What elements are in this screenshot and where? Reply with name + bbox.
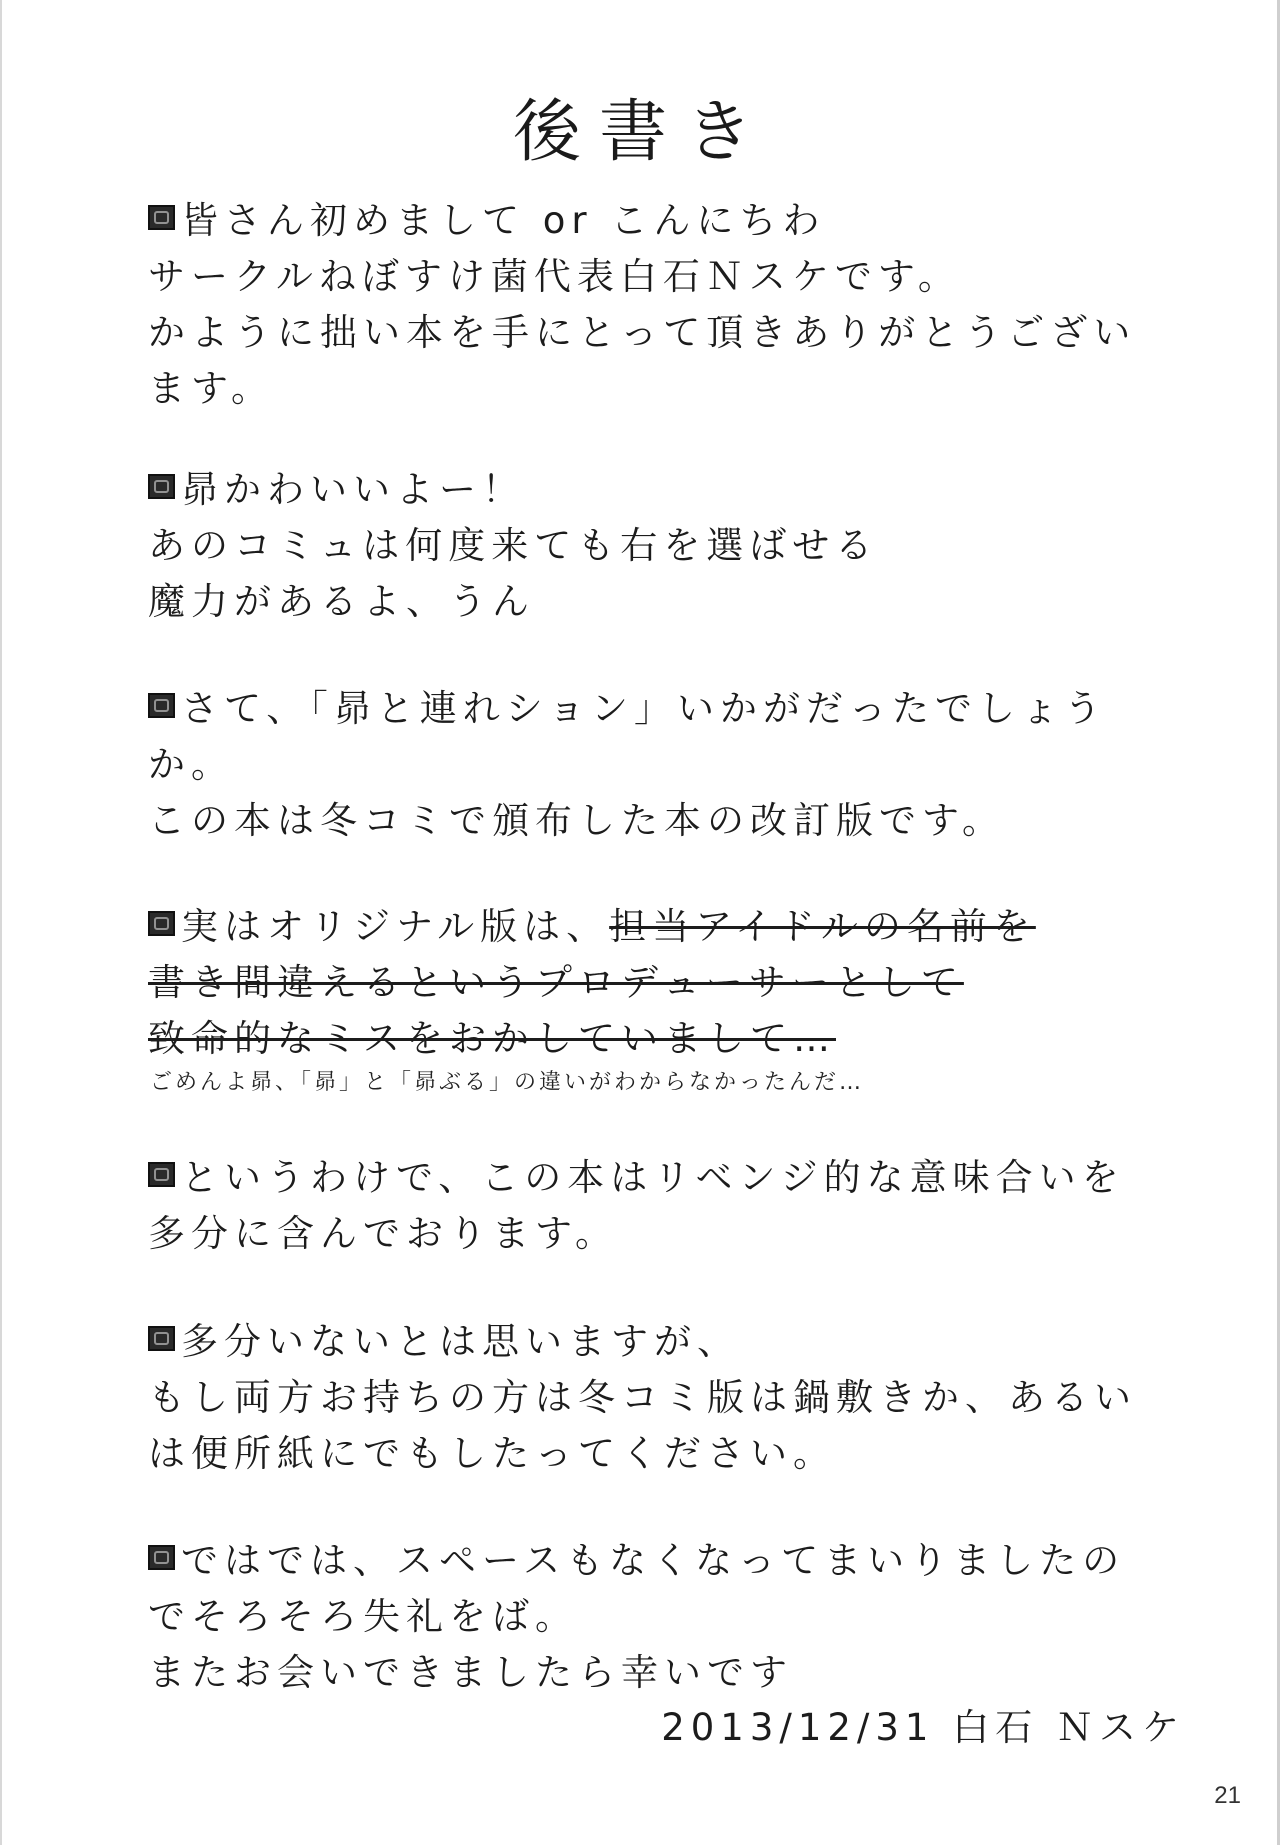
paragraph-line	[148, 1011, 1208, 1067]
paragraph-about-book	[148, 681, 1208, 849]
paragraph-line: ます。	[148, 367, 275, 410]
paragraph-line: は便所紙にでもしたってください。	[148, 1432, 836, 1475]
bullet-stamp-icon	[148, 911, 175, 936]
page-title: 後書き	[512, 93, 771, 172]
struck-text: 担当アイドルの名前を	[609, 905, 1036, 948]
paragraph-line	[148, 899, 1208, 955]
paragraph-subaru	[148, 462, 1208, 630]
bullet-stamp-icon	[148, 693, 175, 718]
paragraph-both-versions	[148, 1314, 1208, 1482]
paragraph-line	[148, 1533, 1208, 1589]
line-text: ではでは、スペースもなくなってまいりましたの	[181, 1539, 1126, 1582]
paragraph-line: かように拙い本を手にとって頂きありがとうござい	[148, 311, 1137, 354]
signature-date: 2013/12/31 白石 Ｎスケ	[661, 1706, 1185, 1749]
paragraph-line: またお会いできましたら幸いです	[148, 1651, 793, 1694]
bullet-stamp-icon	[148, 1162, 175, 1187]
paragraph-line	[148, 681, 1208, 737]
line-text: 昴かわいいよー！	[181, 468, 525, 511]
paragraph-line: もし両方お持ちの方は冬コミ版は鍋敷きか、あるい	[148, 1376, 1137, 1419]
line-text: 実はオリジナル版は、	[181, 905, 610, 948]
paragraph-line	[148, 955, 1208, 1011]
paragraph-line	[148, 1314, 1208, 1370]
paragraph-line: 多分に含んでおります。	[148, 1212, 619, 1255]
bullet-stamp-icon	[148, 1326, 175, 1351]
paragraph-line: でそろそろ失礼をば。	[148, 1595, 578, 1638]
line-text: 皆さん初めまして or こんにちわ	[181, 199, 826, 242]
paragraph-line: サークルねぼすけ菌代表白石Ｎスケです。	[148, 255, 961, 298]
paragraph-mistake	[148, 899, 1208, 1099]
paragraph-line: か。	[148, 743, 234, 786]
paragraph-line	[148, 193, 1208, 249]
paragraph-greeting	[148, 193, 1208, 417]
paragraph-line: 魔力があるよ、うん	[148, 580, 535, 623]
line-text: さて、「昴と連れション」いかがだったでしょう	[181, 687, 1108, 730]
line-text: 多分いないとは思いますが、	[181, 1320, 740, 1363]
aside-note: ごめんよ昴、「昴」と「昴ぶる」の違いがわからなかったんだ…	[150, 1070, 865, 1095]
paragraph-revenge	[148, 1150, 1208, 1262]
bullet-stamp-icon	[148, 474, 175, 499]
bullet-stamp-icon	[148, 1545, 175, 1570]
bullet-stamp-icon	[148, 205, 175, 230]
line-text: というわけで、この本はリベンジ的な意味合いを	[181, 1156, 1125, 1199]
paragraph-line: あのコミュは何度来ても右を選ばせる	[148, 524, 879, 567]
struck-text: 書き間違えるというプロデューサーとして	[148, 961, 964, 1004]
paragraph-line	[148, 1150, 1208, 1206]
paragraph-farewell	[148, 1533, 1208, 1701]
struck-text: 致命的なミスをおかしていまして…	[148, 1017, 836, 1060]
paragraph-line: この本は冬コミで頒布した本の改訂版です。	[148, 799, 1006, 842]
paragraph-line	[148, 462, 1208, 518]
page-number: 21	[1214, 1782, 1241, 1809]
